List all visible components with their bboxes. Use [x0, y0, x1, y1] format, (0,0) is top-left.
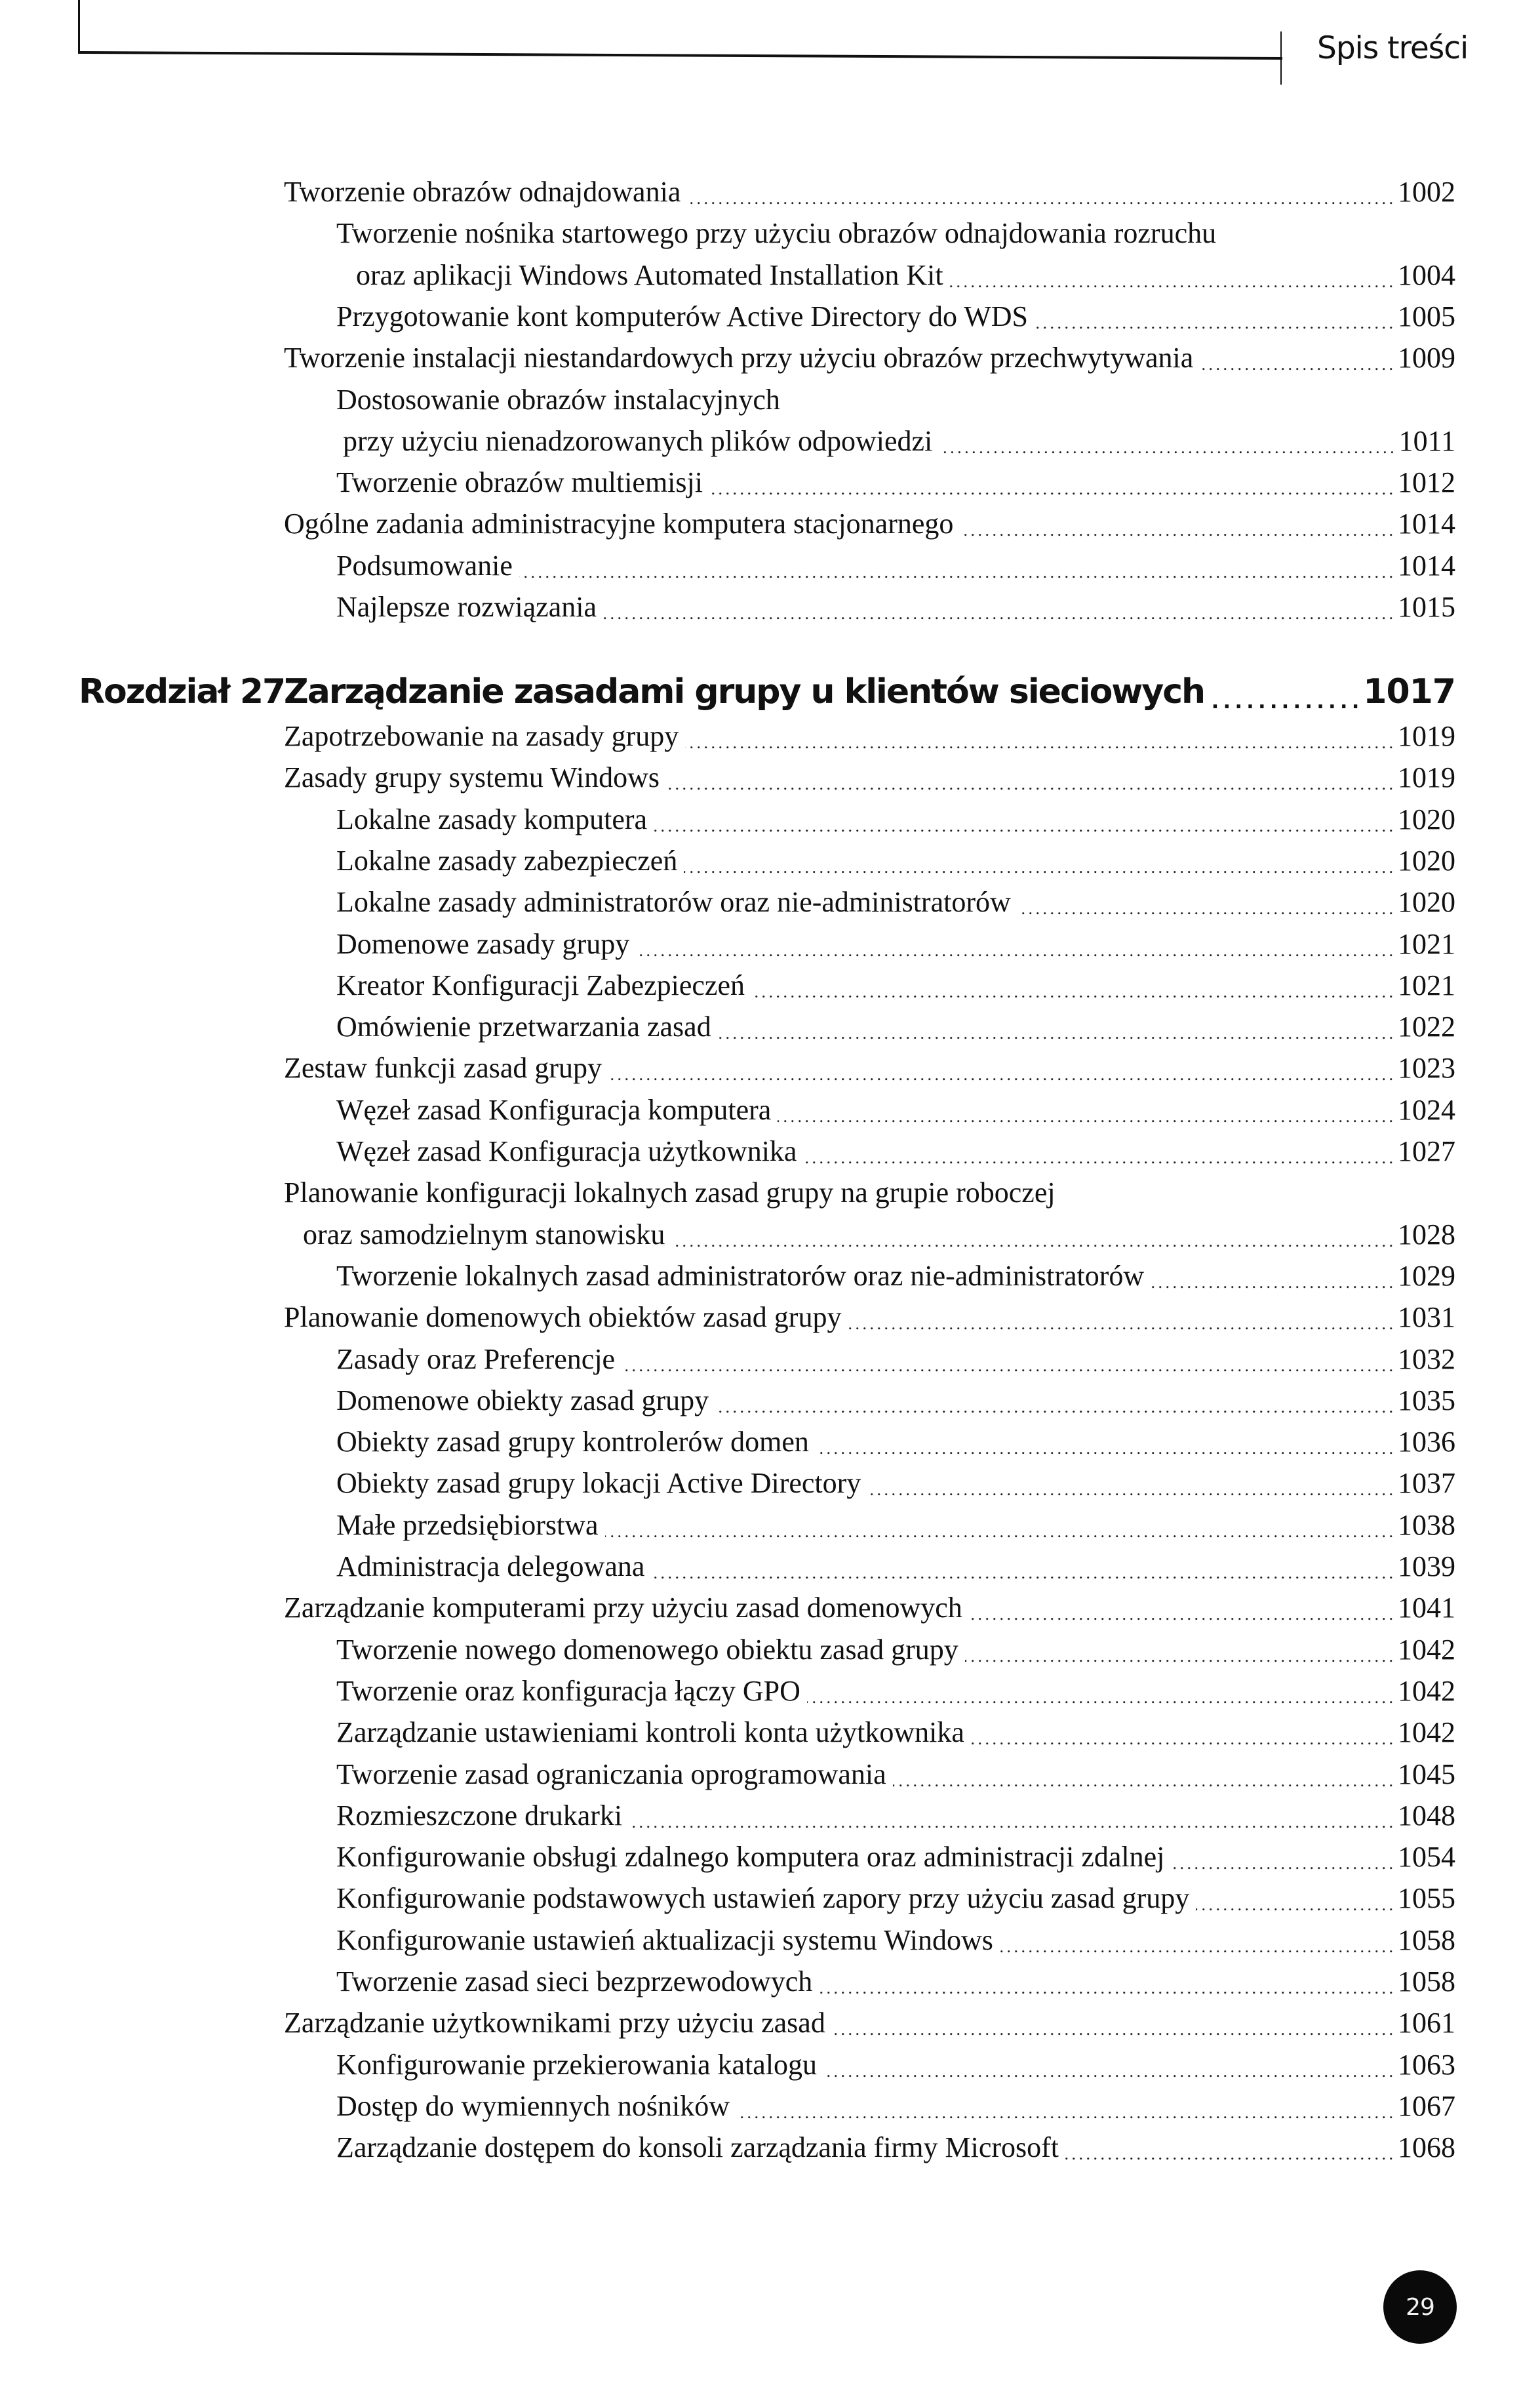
toc-entry-title: Konfigurowanie podstawowych ustawień zapory przy użyciu zasad grupy	[336, 1882, 1190, 1915]
toc-entry-page-number: 1014	[1398, 549, 1455, 582]
toc-entry[interactable]	[336, 1085, 1455, 1127]
toc-entry[interactable]	[284, 1293, 1455, 1334]
toc-entry-title: Dostęp do wymiennych nośników	[336, 2089, 730, 2122]
toc-entry-page-number: 1028	[1398, 1218, 1455, 1251]
dot-leader	[715, 1384, 1392, 1417]
chapter-heading[interactable]	[284, 666, 1455, 712]
toc-entry[interactable]	[336, 1335, 1455, 1376]
toc-entry[interactable]	[336, 1458, 1455, 1500]
toc-entry[interactable]	[336, 961, 1455, 1002]
toc-entry[interactable]	[336, 1832, 1455, 1874]
toc-entry-page-number: 1038	[1398, 1508, 1455, 1541]
dot-leader	[666, 761, 1392, 794]
toc-entry-title: Tworzenie instalacji niestandardowych przy użyciu obrazów przechwytywania	[284, 342, 1194, 374]
toc-entry-page-number: 1058	[1398, 1923, 1455, 1956]
dot-leader	[736, 2090, 1392, 2123]
toc-entry-title: Tworzenie lokalnych zasad administratorów oraz nie-administratorów	[336, 1259, 1145, 1292]
toc-entry-title: Tworzenie zasad ograniczania oprogramowania	[336, 1757, 886, 1790]
toc-entry[interactable]	[336, 1251, 1455, 1293]
toc-entry-page-number: 1020	[1398, 844, 1455, 877]
toc-entry-title: Tworzenie oraz konfiguracja łączy GPO	[336, 1674, 800, 1707]
toc-entry[interactable]	[336, 458, 1455, 499]
toc-entry-title: Węzeł zasad Konfiguracja użytkownika	[336, 1135, 797, 1167]
toc-entry-page-number: 1023	[1398, 1052, 1455, 1085]
dot-leader	[816, 1426, 1392, 1458]
toc-entry[interactable]	[336, 1500, 1455, 1542]
dot-leader	[1151, 1260, 1392, 1293]
dot-leader	[1035, 300, 1392, 333]
toc-entry[interactable]	[336, 1750, 1455, 1791]
toc-entry-title: Domenowe obiekty zasad grupy	[336, 1384, 709, 1416]
dot-leader	[519, 550, 1392, 582]
toc-entry[interactable]	[284, 753, 1455, 794]
toc-entry[interactable]	[284, 167, 1455, 209]
chapter-page-number: 1017	[1363, 672, 1455, 712]
running-title: Spis treści	[1317, 30, 1469, 66]
toc-entry-title: Zarządzanie ustawieniami kontroli konta użytkownika	[336, 1716, 964, 1749]
toc-entry-page-number: 1054	[1398, 1841, 1455, 1874]
dot-leader	[603, 591, 1392, 624]
dot-leader	[687, 176, 1392, 209]
page-number-badge	[1383, 2270, 1457, 2344]
toc-entry[interactable]	[336, 919, 1455, 961]
toc-entry-title: Tworzenie obrazów multiemisji	[336, 466, 703, 499]
toc-entry[interactable]	[336, 1874, 1455, 1915]
dot-leader	[751, 969, 1392, 1002]
dot-leader	[807, 1675, 1392, 1708]
header-rule	[78, 51, 1282, 60]
toc-entry-title: Zarządzanie komputerami przy użyciu zasad domenowych	[284, 1592, 962, 1624]
toc-entry-page-number: 1027	[1398, 1135, 1455, 1167]
dot-leader	[969, 1592, 1392, 1624]
toc-entry[interactable]	[336, 1791, 1455, 1832]
toc-entry-title: Obiekty zasad grupy kontrolerów domen	[336, 1426, 809, 1458]
toc-entry-page-number: 1036	[1398, 1426, 1455, 1458]
toc-entry-page-number: 1014	[1398, 508, 1455, 540]
toc-entry[interactable]	[284, 712, 1455, 753]
dot-leader	[819, 1965, 1392, 1998]
toc-entry-page-number: 1024	[1398, 1093, 1455, 1126]
toc-entry-page-number: 1020	[1398, 886, 1455, 919]
dot-leader	[651, 1550, 1392, 1583]
toc-entry-title: Zapotrzebowanie na zasady grupy	[284, 720, 679, 752]
toc-entry-page-number: 1067	[1398, 2089, 1455, 2122]
toc-entry-title: Zestaw funkcji zasad grupy	[284, 1052, 602, 1085]
toc-entry[interactable]	[284, 1043, 1455, 1085]
toc-entry-page-number: 1004	[1398, 258, 1455, 291]
toc-entry[interactable]	[336, 2123, 1455, 2164]
toc-entry-title: Konfigurowanie przekierowania katalogu	[336, 2048, 818, 2081]
toc-entry-page-number: 1031	[1398, 1301, 1455, 1334]
toc-entry-page-number: 1009	[1398, 342, 1455, 374]
toc-entry-page-number: 1021	[1398, 969, 1455, 1001]
dot-leader	[1211, 679, 1358, 712]
toc-entry-page-number: 1020	[1398, 803, 1455, 835]
toc-entry-title: Zarządzanie użytkownikami przy użyciu zasad	[284, 2007, 825, 2039]
dot-leader	[1017, 886, 1392, 919]
dot-leader	[608, 1052, 1392, 1085]
dot-leader	[867, 1467, 1392, 1500]
toc-entry-page-number: 1068	[1398, 2131, 1455, 2164]
toc-entry-page-number: 1021	[1398, 927, 1455, 960]
toc-entry-page-number: 1029	[1398, 1259, 1455, 1292]
toc-entry-page-number: 1035	[1398, 1384, 1455, 1416]
toc-entry-title: Lokalne zasady zabezpieczeń	[336, 844, 678, 877]
toc-entry[interactable]	[336, 541, 1455, 582]
toc-entry[interactable]	[336, 2081, 1455, 2123]
dot-leader	[1200, 342, 1392, 374]
toc-entry-page-number: 1042	[1398, 1716, 1455, 1749]
dot-leader	[709, 466, 1392, 499]
dot-leader	[1196, 1882, 1392, 1915]
toc-entry[interactable]	[336, 375, 1455, 416]
toc-entry[interactable]	[336, 1708, 1455, 1749]
dot-leader	[960, 508, 1392, 540]
toc-entry-page-number: 1005	[1398, 300, 1455, 332]
toc-entry-title: Przygotowanie kont komputerów Active Directory do WDS	[336, 300, 1028, 332]
toc-entry-page-number: 1015	[1398, 591, 1455, 623]
toc-entry-title: Konfigurowanie obsługi zdalnego komputera oraz administracji zdalnej	[336, 1841, 1165, 1874]
toc-entry[interactable]	[336, 1542, 1455, 1583]
toc-entry[interactable]	[303, 1210, 1455, 1251]
toc-entry-title: Małe przedsiębiorstwa	[336, 1508, 599, 1541]
dot-leader	[636, 928, 1392, 961]
toc-entry-title: Tworzenie nośnika startowego przy użyciu obrazów odnajdowania rozruchu	[336, 217, 1217, 250]
toc-entry-page-number: 1041	[1398, 1592, 1455, 1624]
toc-entry-page-number: 1063	[1398, 2048, 1455, 2081]
dot-leader	[893, 1758, 1392, 1791]
toc-entry[interactable]	[284, 1583, 1455, 1624]
toc-entry-page-number: 1048	[1398, 1799, 1455, 1832]
toc-entry[interactable]	[336, 292, 1455, 333]
toc-entry[interactable]	[336, 795, 1455, 836]
toc-entry-title: Zarządzanie dostępem do konsoli zarządzania firmy Microsoft	[336, 2131, 1059, 2164]
toc-entry-page-number: 1037	[1398, 1467, 1455, 1500]
toc-entry-page-number: 1045	[1398, 1757, 1455, 1790]
toc-entry-title: Planowanie domenowych obiektów zasad grupy	[284, 1301, 842, 1334]
toc-entry-title: Konfigurowanie ustawień aktualizacji systemu Windows	[336, 1923, 993, 1956]
dot-leader	[1171, 1841, 1392, 1874]
dot-leader	[629, 1799, 1392, 1832]
dot-leader	[950, 259, 1392, 292]
dot-leader	[965, 1634, 1392, 1666]
toc-entry[interactable]	[356, 251, 1455, 292]
toc-entry-page-number: 1042	[1398, 1674, 1455, 1707]
toc-entry-page-number: 1061	[1398, 2007, 1455, 2039]
toc-entry-title: Zasady grupy systemu Windows	[284, 761, 660, 794]
toc-entry-title: przy użyciu nienadzorowanych plików odpowiedzi	[343, 424, 933, 457]
dot-leader	[685, 720, 1392, 753]
toc-entry-page-number: 1019	[1398, 761, 1455, 794]
toc-entry-title: oraz aplikacji Windows Automated Installation Kit	[356, 258, 943, 291]
dot-leader	[778, 1094, 1392, 1127]
toc-entry-title: Lokalne zasady komputera	[336, 803, 648, 835]
toc-entry-title: Podsumowanie	[336, 549, 513, 582]
dot-leader	[1000, 1924, 1392, 1957]
toc-entry[interactable]	[336, 1376, 1455, 1417]
toc-entry[interactable]	[336, 836, 1455, 877]
header-frame-left-rule	[78, 0, 80, 52]
toc-entry[interactable]	[336, 1916, 1455, 1957]
dot-leader	[654, 803, 1392, 836]
toc-entry[interactable]	[284, 1998, 1455, 2039]
toc-entry-title: Kreator Konfiguracji Zabezpieczeń	[336, 969, 745, 1001]
toc-entry[interactable]	[343, 416, 1455, 458]
toc-entry-title: Obiekty zasad grupy lokacji Active Directory	[336, 1467, 861, 1500]
toc-entry[interactable]	[336, 1666, 1455, 1708]
toc-entry-page-number: 1019	[1398, 720, 1455, 752]
toc-entry[interactable]	[284, 333, 1455, 374]
page-number: 29	[1406, 2293, 1434, 2321]
dot-leader	[971, 1716, 1392, 1749]
toc-entry-page-number: 1058	[1398, 1965, 1455, 1998]
toc-entry-title: Zasady oraz Preferencje	[336, 1342, 616, 1375]
toc-entry-page-number: 1022	[1398, 1011, 1455, 1043]
toc-entry[interactable]	[284, 499, 1455, 540]
chapter-number: Rozdział 27.	[79, 672, 296, 712]
toc-entry-title: Węzeł zasad Konfiguracja komputera	[336, 1093, 772, 1126]
toc-entry-title: Rozmieszczone drukarki	[336, 1799, 623, 1832]
dot-leader	[605, 1509, 1392, 1542]
toc-entry-title: Administracja delegowana	[336, 1550, 645, 1582]
dot-leader	[718, 1011, 1392, 1043]
dot-leader	[803, 1135, 1392, 1168]
toc-entry-title: Tworzenie obrazów odnajdowania	[284, 176, 681, 208]
dot-leader	[939, 425, 1393, 458]
toc-entry-page-number: 1012	[1398, 466, 1455, 499]
toc-entry-page-number: 1042	[1398, 1633, 1455, 1666]
dot-leader	[848, 1301, 1392, 1334]
dot-leader	[684, 845, 1392, 877]
toc-entry[interactable]	[336, 2040, 1455, 2081]
dot-leader	[671, 1218, 1392, 1251]
toc-entry-page-number: 1055	[1398, 1882, 1455, 1915]
toc-entry[interactable]	[336, 582, 1455, 624]
toc-entry[interactable]	[336, 209, 1455, 250]
toc-entry-title: Ogólne zadania administracyjne komputera stacjonarnego	[284, 508, 954, 540]
toc-entry-title: Lokalne zasady administratorów oraz nie-administratorów	[336, 886, 1011, 919]
header-tick	[1280, 31, 1282, 85]
toc-entry-page-number: 1032	[1398, 1342, 1455, 1375]
toc-entry-page-number: 1002	[1398, 176, 1455, 208]
toc-entry-title: Dostosowanie obrazów instalacyjnych	[336, 383, 780, 416]
toc-entry[interactable]	[336, 1957, 1455, 1998]
toc-entry-title: Omówienie przetwarzania zasad	[336, 1011, 711, 1043]
toc-entry-title: Planowanie konfiguracji lokalnych zasad grupy na grupie roboczej	[284, 1176, 1056, 1209]
toc-entry-page-number: 1011	[1398, 424, 1455, 457]
chapter-title: Zarządzanie zasadami grupy u klientów sieciowych	[284, 672, 1205, 712]
toc-entry[interactable]	[336, 1127, 1455, 1168]
dot-leader	[1065, 2131, 1392, 2164]
toc-entry[interactable]	[336, 1625, 1455, 1666]
toc-entry-title: oraz samodzielnym stanowisku	[303, 1218, 665, 1251]
dot-leader	[823, 2049, 1392, 2081]
toc-entry-title: Tworzenie nowego domenowego obiektu zasad grupy	[336, 1633, 958, 1666]
toc-entry[interactable]	[336, 1002, 1455, 1043]
dot-leader	[832, 2007, 1392, 2039]
toc-entry-title: Tworzenie zasad sieci bezprzewodowych	[336, 1965, 813, 1998]
toc-entry[interactable]	[284, 1168, 1455, 1209]
toc-entry[interactable]	[336, 1417, 1455, 1458]
toc-entry-title: Najlepsze rozwiązania	[336, 591, 597, 623]
toc-entry[interactable]	[336, 877, 1455, 919]
dot-leader	[622, 1343, 1392, 1376]
toc-entry-page-number: 1039	[1398, 1550, 1455, 1582]
toc-entry-title: Domenowe zasady grupy	[336, 927, 630, 960]
